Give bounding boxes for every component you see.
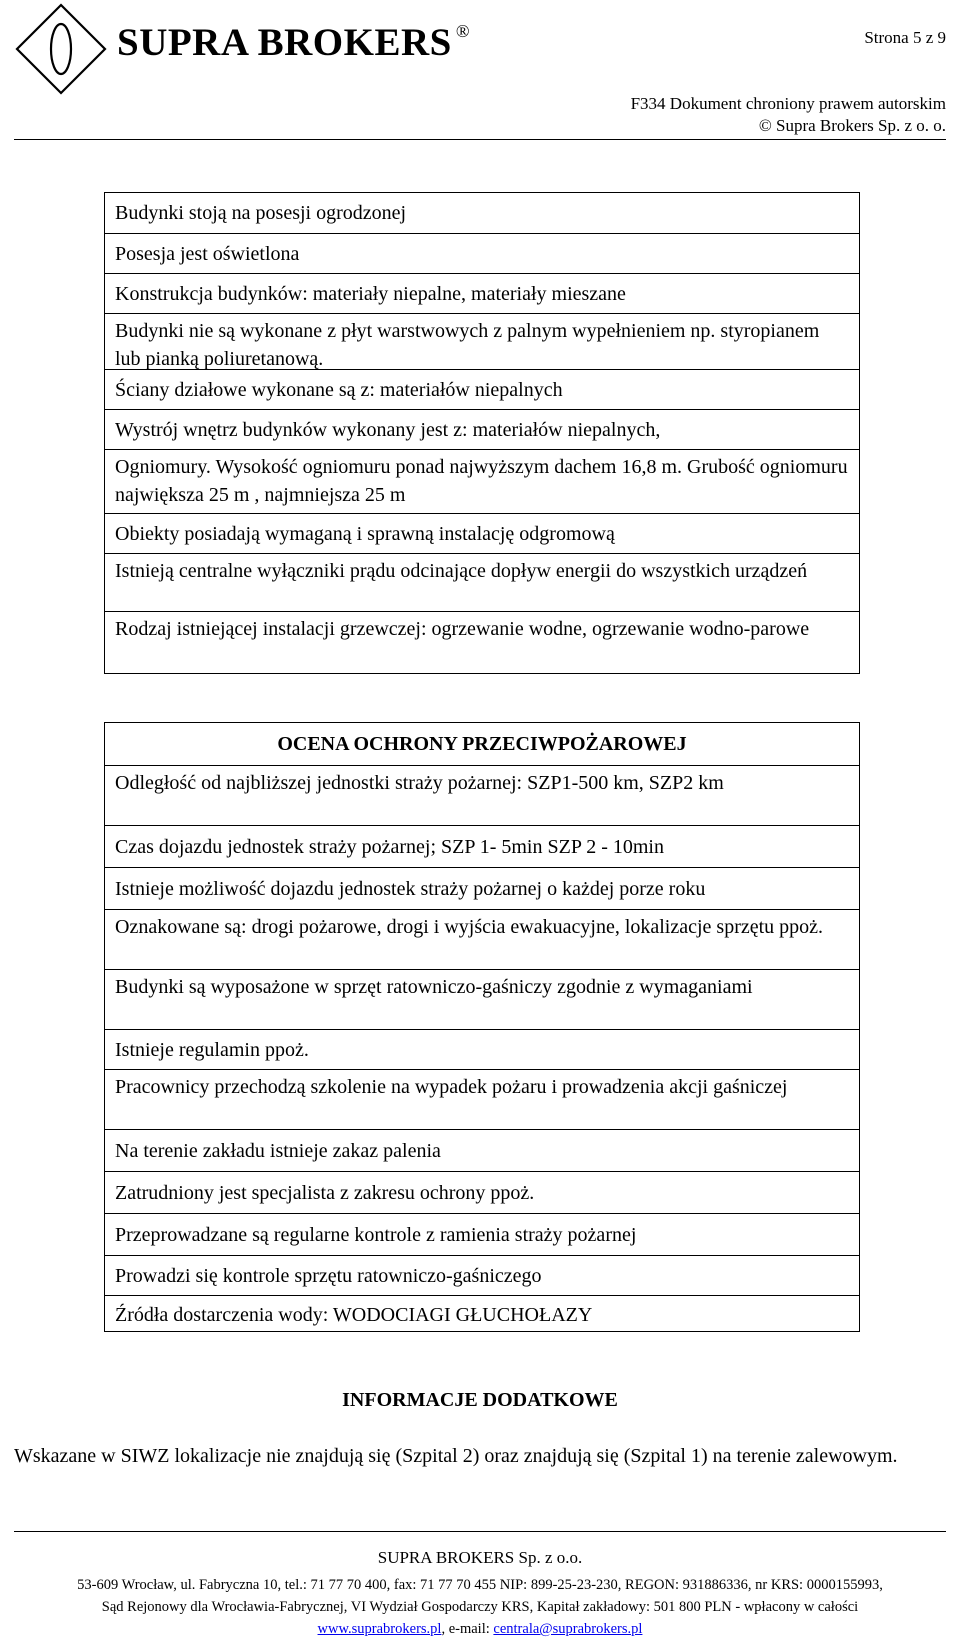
table-row: Istnieje możliwość dojazdu jednostek straży pożarnej o każdej porze roku [105, 867, 859, 909]
brand-name: SUPRA BROKERS ® [117, 21, 471, 64]
table-row: Istnieje regulamin ppoż. [105, 1029, 859, 1069]
table-row: Ściany działowe wykonane są z: materiałów niepalnych [105, 369, 859, 409]
building-info-table [104, 192, 860, 674]
table-row: Wystrój wnętrz budynków wykonany jest z: materiałów niepalnych, [105, 409, 859, 449]
table-row: Czas dojazdu jednostek straży pożarnej; SZP 1- 5min SZP 2 - 10min [105, 825, 859, 867]
table-row: Oznakowane są: drogi pożarowe, drogi i wyjścia ewakuacyjne, lokalizacje sprzętu ppoż. [105, 909, 859, 969]
table-row: Odległość od najbliższej jednostki straży pożarnej: SZP1-500 km, SZP2 km [105, 765, 859, 825]
additional-info-text: Wskazane w SIWZ lokalizacje nie znajdują się (Szpital 2) oraz znajdują się (Szpital 1) na terenie zalewowym. [14, 1445, 898, 1467]
table-row: Budynki są wyposażone w sprzęt ratowniczo-gaśniczy zgodnie z wymaganiami [105, 969, 859, 1029]
table-row: Przeprowadzane są regularne kontrole z ramienia straży pożarnej [105, 1213, 859, 1255]
document-id-line-1: F334 Dokument chroniony prawem autorskim [630, 94, 946, 113]
table-row: Ogniomury. Wysokość ogniomuru ponad najwyższym dachem 16,8 m. Grubość ogniomuru największa 25 m , najmniejsza 25 m [105, 449, 859, 513]
table-row: Posesja jest oświetlona [105, 233, 859, 273]
registered-mark: ® [455, 21, 471, 41]
footer-company: SUPRA BROKERS Sp. z o.o. [377, 1548, 583, 1567]
table-row: Rodzaj istniejącej instalacji grzewczej: ogrzewanie wodne, ogrzewanie wodno-parowe [105, 611, 859, 672]
footer-divider [14, 1531, 946, 1532]
table-row: Źródła dostarczenia wody: WODOCIAGI GŁUCHOŁAZY [105, 1295, 859, 1333]
footer-court: Sąd Rejonowy dla Wrocławia-Fabrycznej, VI Wydział Gospodarczy KRS, Kapitał zakładowy: 501 800 PLN - wpłacony w całości [101, 1599, 859, 1615]
website-link[interactable]: www.suprabrokers.pl [317, 1621, 442, 1637]
table-row: Budynki nie są wykonane z płyt warstwowych z palnym wypełnieniem np. styropianem lub pianką poliuretanową. [105, 313, 859, 369]
table-title: OCENA OCHRONY PRZECIWPOŻAROWEJ [277, 733, 687, 755]
table-row: Prowadzi się kontrole sprzętu ratowniczo-gaśniczego [105, 1255, 859, 1295]
table-row: Obiekty posiadają wymaganą i sprawną instalację odgromową [105, 513, 859, 553]
table-row: Na terenie zakładu istnieje zakaz palenia [105, 1129, 859, 1171]
diamond-oval-logo-icon [14, 2, 108, 96]
footer-contact [0, 1621, 960, 1638]
page-number: Strona 5 z 9 [864, 28, 946, 47]
fire-protection-table [104, 722, 860, 1332]
document-id [631, 93, 946, 137]
email-prefix: , e-mail: [441, 1621, 494, 1637]
additional-info-title: INFORMACJE DODATKOWE [342, 1389, 618, 1411]
table-row: Konstrukcja budynków: materiały niepalne, materiały mieszane [105, 273, 859, 313]
header-divider [14, 139, 946, 140]
table-row: Istnieją centralne wyłączniki prądu odcinające dopływ energii do wszystkich urządzeń [105, 553, 859, 611]
table-row: Budynki stoją na posesji ogrodzonej [115, 202, 407, 224]
email-link[interactable]: centrala@suprabrokers.pl [493, 1621, 643, 1637]
footer-address: 53-609 Wrocław, ul. Fabryczna 10, tel.: 71 77 70 400, fax: 71 77 70 455 NIP: 899-25-23-230, REGON: 931886336, nr KRS: 0000155993, [77, 1577, 883, 1593]
document-id-line-2: © Supra Brokers Sp. z o. o. [758, 116, 946, 135]
table-row: Zatrudniony jest specjalista z zakresu ochrony ppoż. [105, 1171, 859, 1213]
table-row: Pracownicy przechodzą szkolenie na wypadek pożaru i prowadzenia akcji gaśniczej [105, 1069, 859, 1129]
